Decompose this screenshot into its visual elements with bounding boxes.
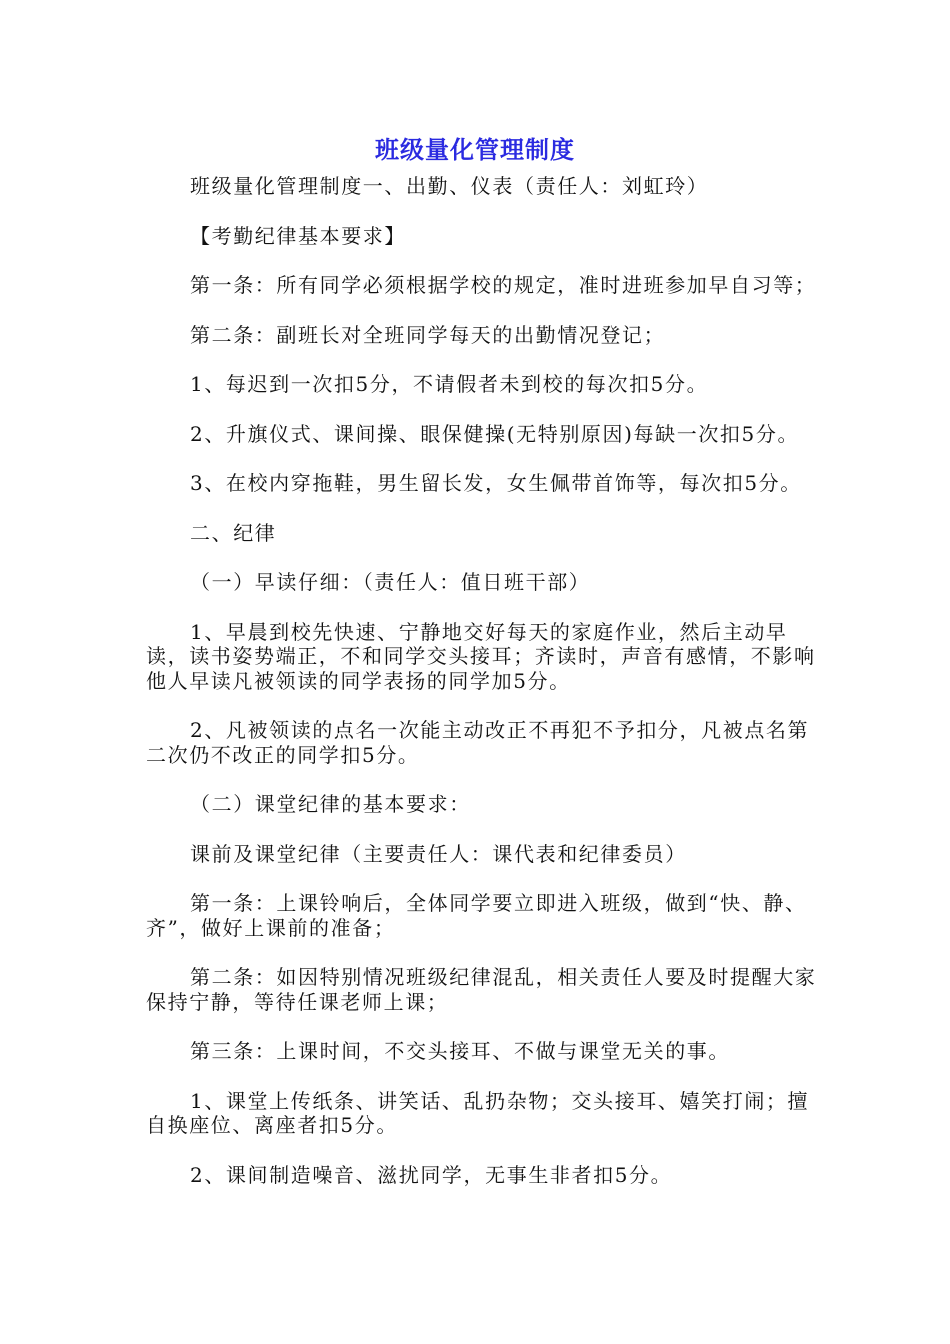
- paragraph: 第一条：所有同学必须根据学校的规定，准时进班参加早自习等；: [190, 273, 817, 297]
- subsection-heading: （二）课堂纪律的基本要求：: [190, 792, 471, 816]
- section-heading: 二、纪律: [190, 520, 277, 545]
- paragraph: 第一条：上课铃响后，全体同学要立即进入班级，做到“快、静、齐”，做好上课前的准备；: [146, 891, 807, 940]
- paragraph: 2、升旗仪式、课间操、眼保健操(无特别原因)每缺一次扣5分。: [190, 421, 800, 446]
- paragraph: 1、早晨到校先快速、宁静地交好每天的家庭作业，然后主动早读，读书姿势端正，不和同学交头接耳；齐读时，声音有感情，不影响他人早读凡被领读的同学表扬的同学加5分。: [146, 619, 816, 693]
- paragraph: 【考勤纪律基本要求】: [190, 223, 406, 248]
- paragraph: 第三条：上课时间，不交头接耳、不做与课堂无关的事。: [190, 1039, 730, 1063]
- paragraph: 课前及课堂纪律（主要责任人：课代表和纪律委员）: [190, 841, 687, 866]
- page-title: 班级量化管理制度: [375, 136, 575, 164]
- subsection-heading: （一）早读仔细：（责任人：值日班干部）: [190, 570, 591, 594]
- paragraph: 第二条：如因特别情况班级纪律混乱，相关责任人要及时提醒大家保持宁静，等待任课老师上课；: [146, 965, 817, 1014]
- paragraph: 第二条：副班长对全班同学每天的出勤情况登记；: [190, 322, 666, 347]
- paragraph: 1、课堂上传纸条、讲笑话、乱扔杂物；交头接耳、嬉笑打闹；擅自换座位、离座者扣5分。: [146, 1088, 810, 1137]
- paragraph: 2、凡被领读的点名一次能主动改正不再犯不予扣分，凡被点名第二次仍不改正的同学扣5分。: [146, 718, 810, 767]
- paragraph: 班级量化管理制度一、出勤、仪表（责任人：刘虹玲）: [190, 174, 709, 198]
- document-body: [146, 174, 822, 1212]
- paragraph: 2、课间制造噪音、滋扰同学，无事生非者扣5分。: [190, 1162, 673, 1187]
- paragraph: 3、在校内穿拖鞋，男生留长发，女生佩带首饰等，每次扣5分。: [190, 471, 802, 495]
- paragraph: 1、每迟到一次扣5分，不请假者未到校的每次扣5分。: [190, 372, 709, 396]
